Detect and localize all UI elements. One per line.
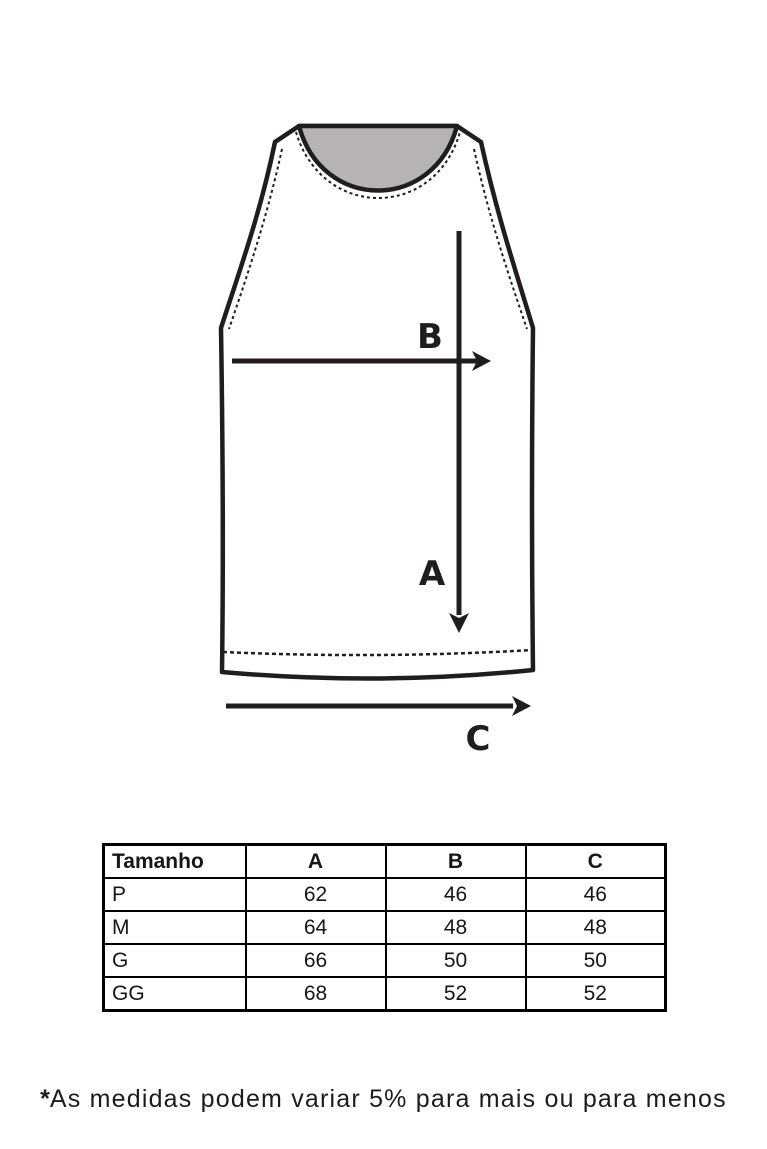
- table-row: [104, 944, 666, 977]
- table-row: [104, 878, 666, 911]
- footnote-text: As medidas podem variar 5% para mais ou para menos: [49, 1085, 727, 1113]
- arrow-c-head: [512, 696, 531, 716]
- size-cell: P: [104, 878, 246, 911]
- measure-label-a: A: [418, 554, 446, 594]
- value-cell: 50: [526, 944, 666, 977]
- value-cell: 46: [526, 878, 666, 911]
- value-cell: 68: [246, 977, 386, 1011]
- value-cell: 64: [246, 911, 386, 944]
- value-cell: 62: [246, 878, 386, 911]
- header-b: B: [386, 845, 526, 879]
- measure-label-b: B: [417, 317, 443, 357]
- value-cell: 66: [246, 944, 386, 977]
- size-cell: G: [104, 944, 246, 977]
- value-cell: 52: [526, 977, 666, 1011]
- header-a: A: [246, 845, 386, 879]
- size-table: [102, 843, 667, 1012]
- table-row: [104, 911, 666, 944]
- value-cell: 48: [526, 911, 666, 944]
- footnote-asterisk: *: [40, 1085, 50, 1113]
- size-cell: GG: [104, 977, 246, 1011]
- header-c: C: [526, 845, 666, 879]
- table-header-row: [104, 845, 666, 879]
- value-cell: 48: [386, 911, 526, 944]
- footnote: [0, 1085, 767, 1114]
- table-row: [104, 977, 666, 1011]
- value-cell: 50: [386, 944, 526, 977]
- header-tamanho: Tamanho: [104, 845, 246, 879]
- measure-label-c: C: [465, 719, 491, 759]
- value-cell: 52: [386, 977, 526, 1011]
- size-cell: M: [104, 911, 246, 944]
- value-cell: 46: [386, 878, 526, 911]
